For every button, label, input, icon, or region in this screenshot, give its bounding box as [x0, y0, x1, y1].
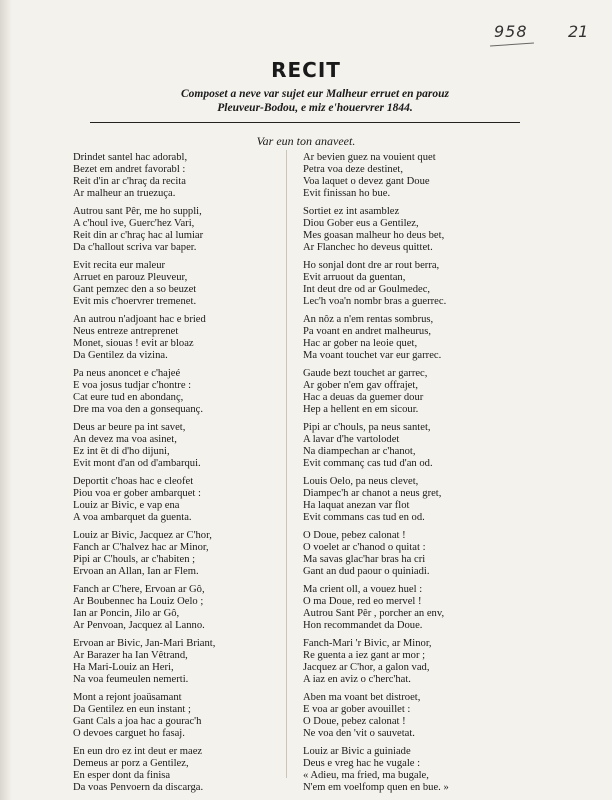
verse-line: A c'houl ive, Guerc'hez Vari,: [73, 218, 195, 230]
verse-line: Ar Barazer ha Ian Vêtrand,: [73, 649, 188, 661]
verse-line: Evit commans cas tud en od.: [303, 512, 425, 524]
verse-line: Voa laquet o devez gant Doue: [303, 176, 430, 188]
verse-line: An autrou n'adjoant hac e bried: [73, 313, 206, 325]
verse-line: Drindet santel hac adorabl,: [73, 152, 188, 163]
verse-line: Da Gentilez da vizina.: [73, 350, 168, 362]
stanza: [73, 152, 293, 200]
verse-line: Dre ma voa den a gonsequanç.: [73, 404, 204, 416]
verse-line: Evit mis c'hoervrer tremenet.: [73, 296, 197, 308]
verse-line: Hon recommandet da Doue.: [303, 620, 423, 632]
verse-line: Fanch ar C'here, Ervoan ar Gô,: [73, 583, 205, 595]
stanza: [303, 476, 538, 524]
verse-line: En eun dro ez int deut er maez: [73, 745, 203, 757]
verse-line: A iaz en aviz o c'herc'hat.: [303, 674, 411, 685]
verse-line: O ma Doue, red eo mervel !: [303, 595, 422, 607]
verse-line: Gant pemzec den a so beuzet: [73, 284, 197, 296]
verse-line: Ar bevien guez na vouient quet: [303, 152, 436, 163]
poem-subtitle: [60, 87, 570, 115]
verse-line: Cat eure tud en abondanç,: [73, 392, 184, 404]
stanza: [73, 260, 293, 308]
stanza: [303, 692, 538, 740]
stanza: [73, 584, 293, 632]
subtitle-line: Composet a neve var sujet eur Malheur erruet en parouz: [180, 88, 450, 100]
catalog-underline: [490, 42, 534, 46]
verse-line: Evit mont d'an od d'ambarqui.: [73, 458, 201, 470]
verse-line: Na diampechan ar c'hanot,: [303, 446, 416, 458]
verse-line: E voa josus tudjar c'hontre :: [73, 379, 192, 391]
stanza: [303, 638, 538, 686]
stanza: [303, 422, 538, 470]
stanza: [73, 746, 293, 794]
verse-line: O voelet ar c'hanod o quitat :: [303, 541, 426, 553]
verse-line: Ma crient oll, a vouez huel :: [303, 583, 423, 595]
verse-line: Evit recita eur maleur: [73, 259, 166, 271]
verse-line: Piou voa er gober ambarquet :: [73, 487, 201, 499]
stanza: [73, 368, 293, 416]
verse-line: Mes goasan malheur ho deus bet,: [303, 230, 445, 242]
verse-line: Pa neus anoncet e c'hajeé: [73, 367, 181, 379]
stanza: [303, 530, 538, 578]
verse-line: Ervoan ar Bivic, Jan-Mari Briant,: [73, 637, 216, 649]
verse-line: Jacquez ar C'hor, a galon vad,: [303, 661, 430, 673]
page-edge-shadow: [0, 0, 12, 800]
stanza: [73, 206, 293, 254]
verse-line: Louiz ar Bivic, e vap ena: [73, 500, 180, 511]
verse-line: En esper dont da finisa: [73, 769, 171, 781]
verse-line: Autrou sant Pêr, me ho suppli,: [73, 205, 202, 217]
verse-line: Neus entreze antreprenet: [73, 326, 179, 337]
verse-line: E voa ar gober avouillet :: [303, 703, 411, 715]
page-number: 21: [568, 22, 589, 41]
verse-line: Mont a rejont joaüsamant: [73, 691, 182, 703]
stanza: [303, 368, 538, 416]
verse-line: Reit d'in ar c'hraç da recita: [73, 176, 186, 188]
verse-line: Ho sonjal dont dre ar rout berra,: [303, 259, 440, 271]
stanza: [303, 206, 538, 254]
verse-line: Ma voant touchet var eur garrec.: [303, 350, 442, 362]
poem-title: RECIT: [271, 58, 341, 82]
verse-line: Diampec'h ar chanot a neus gret,: [303, 487, 442, 499]
verse-line: Da c'hallout scriva var baper.: [73, 242, 197, 254]
verse-line: Hac a deuas da guemer dour: [303, 392, 424, 404]
stanza: [303, 152, 538, 200]
verse-line: Ha laquat anezan var flot: [303, 500, 410, 511]
verse-line: Diou Gober eus a Gentilez,: [303, 218, 419, 230]
verse-line: Da voas Penvoern da discarga.: [73, 781, 204, 793]
verse-line: O devoes carguet ho fasaj.: [73, 727, 185, 739]
verse-line: Deportit c'hoas hac e cleofet: [73, 475, 194, 487]
verse-line: Int deut dre od ar Goulmedec,: [303, 284, 431, 296]
verse-line: A voa ambarquet da guenta.: [73, 512, 192, 524]
stanza: [73, 638, 293, 686]
stanza: [73, 692, 293, 740]
verse-line: Petra voa deze destinet,: [303, 164, 404, 176]
verse-line: Gant an dud paour o quiniadi.: [303, 566, 430, 578]
verse-line: Lec'h voa'n nombr bras a guerrec.: [303, 296, 447, 308]
verse-line: O Doue, pebez calonat !: [303, 529, 406, 541]
verse-line: Ha Mari-Louiz an Heri,: [73, 661, 174, 673]
verse-line: An nôz a n'em rentas sombrus,: [303, 313, 434, 325]
verse-line: Louiz ar Bivic a guiniade: [303, 745, 411, 757]
verse-line: Ar malheur an truezuça.: [73, 188, 176, 200]
verse-line: Monet, siouas ! evit ar bloaz: [73, 338, 194, 350]
verse-line: An devez ma voa asinet,: [73, 433, 177, 445]
stanza: [73, 530, 293, 578]
tune-indication: Var eun ton anaveet.: [256, 134, 356, 148]
verse-line: Arruet en parouz Pleuveur,: [73, 272, 188, 284]
right-column: [303, 152, 538, 800]
verse-line: Fanch ar C'halvez hac ar Minor,: [73, 541, 209, 553]
catalog-number: 958: [494, 22, 528, 41]
verse-line: Evit arruout da guentan,: [303, 272, 406, 284]
verse-line: A lavar d'he vartolodet: [303, 433, 400, 445]
verse-line: Ar gober n'em gav offrajet,: [303, 379, 418, 391]
verse-line: Pipi ar c'houls, pa neus santet,: [303, 421, 431, 433]
stanza: [73, 314, 293, 362]
verse-line: Ar Boubennec ha Louiz Oelo ;: [73, 595, 204, 607]
left-column: [73, 152, 293, 800]
stanza: [303, 584, 538, 632]
subtitle-line: Pleuveur-Bodou, e miz e'houervrer 1844.: [217, 102, 413, 114]
verse-line: Gant Cals a joa hac a gourac'h: [73, 715, 202, 727]
verse-line: Deus ar beure pa int savet,: [73, 421, 186, 433]
verse-line: Autrou Sant Pêr , porcher an env,: [303, 607, 445, 619]
verse-line: Ma savas glac'har bras ha cri: [303, 553, 426, 565]
verse-line: Hac ar gober na leoie quet,: [303, 338, 418, 350]
verse-line: Ne voa den 'vit o sauvetat.: [303, 727, 415, 739]
verse-line: Reit din ar c'hraç hac al lumiar: [73, 230, 204, 242]
verse-line: Evit finissan ho bue.: [303, 188, 391, 200]
verse-line: Pa voant en andret malheurus,: [303, 326, 431, 337]
verse-line: Bezet em andret favorabl :: [73, 164, 186, 176]
verse-line: « Adieu, ma fried, ma bugale,: [303, 769, 429, 781]
verse-line: Ar Flanchec ho deveus quittet.: [303, 242, 433, 254]
verse-line: Evit commanç cas tud d'an od.: [303, 458, 433, 470]
verse-line: Ez int ët di d'ho dijuni,: [73, 446, 170, 458]
verse-line: Da Gentilez en eun instant ;: [73, 703, 191, 715]
stanza: [73, 476, 293, 524]
verse-line: Aben ma voant bet distroet,: [303, 691, 421, 703]
stanza: [303, 314, 538, 362]
verse-line: N'em em voelfomp quen en bue. »: [303, 781, 449, 793]
verse-line: O Doue, pebez calonat !: [303, 715, 406, 727]
stanza: [303, 260, 538, 308]
verse-line: Deus e vreg hac he vugale :: [303, 757, 421, 769]
verse-line: Louiz ar Bivic, Jacquez ar C'hor,: [73, 529, 212, 541]
verse-line: Hep a hellent en em sicour.: [303, 404, 419, 416]
verse-line: Demeus ar porz a Gentilez,: [73, 757, 189, 769]
title-rule: [90, 122, 520, 123]
verse-line: Louis Oelo, pa neus clevet,: [303, 475, 419, 487]
verse-line: Ar Penvoan, Jacquez al Lanno.: [73, 620, 205, 632]
verse-line: Ervoan an Allan, Ian ar Flem.: [73, 566, 199, 578]
verse-line: Ian ar Poncin, Jilo ar Gô,: [73, 607, 180, 619]
verse-line: Re guenta a iez gant ar mor ;: [303, 649, 426, 661]
verse-line: Na voa feumeulen nemerti.: [73, 674, 189, 685]
stanza: [303, 746, 538, 794]
verse-line: Fanch-Mari 'r Bivic, ar Minor,: [303, 637, 432, 649]
verse-line: Pipi ar C'houls, ar c'habiten ;: [73, 553, 196, 565]
stanza: [73, 422, 293, 470]
verse-line: Gaude bezt touchet ar garrec,: [303, 367, 428, 379]
verse-line: Sortiet ez int asamblez: [303, 205, 400, 217]
